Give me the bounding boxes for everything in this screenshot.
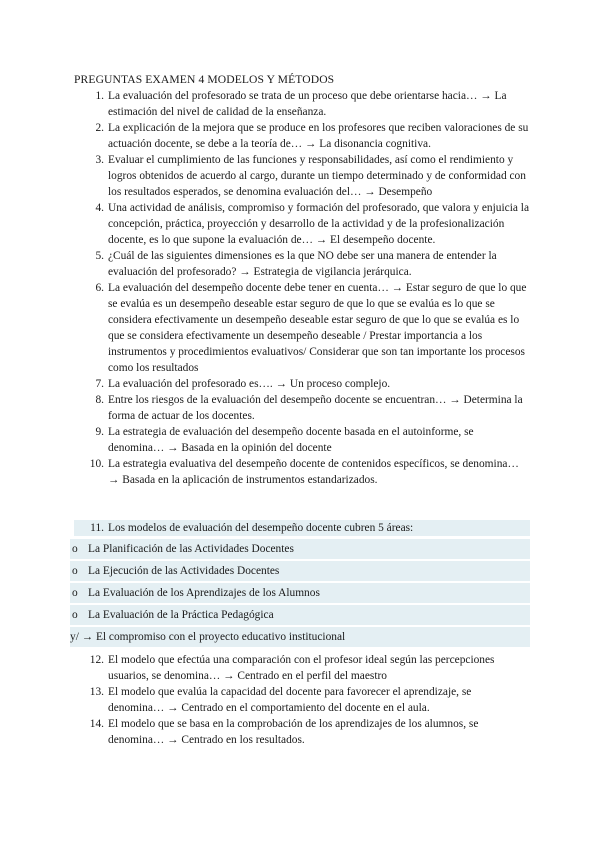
- question-item: [74, 280, 530, 376]
- question-number: 10.: [89, 458, 104, 470]
- question-number: 9.: [95, 426, 104, 438]
- question-text: La evaluación del profesorado se trata de un proceso que debe orientarse hacia… → La estimación del nivel de calidad de la enseñanza.: [108, 90, 507, 118]
- question-number: 4.: [95, 202, 104, 214]
- question-text: La evaluación del desempeño docente debe tener en cuenta… → Estar seguro de que lo que se evalúa es un desempeño deseable estar seguro de que lo que se evalúa es lo que se considera efectivamente un desempeño deseable estar seguro de que lo que se evalúa es lo que se considera efectivamente un desempeño deseable / Prestar importancia a los instrumentos y procedimientos evaluativos/ Considerar que son tan importante los procesos como los resultados: [108, 282, 527, 374]
- question-number: 2.: [95, 122, 104, 134]
- area-text: La Evaluación de la Práctica Pedagógica: [88, 609, 274, 621]
- question-number: 3.: [95, 154, 104, 166]
- question-number: 11.: [90, 522, 104, 534]
- area-text: La Ejecución de las Actividades Docentes: [88, 565, 280, 577]
- question-number: 13.: [89, 686, 104, 698]
- question-item: [74, 120, 530, 152]
- question-text: La evaluación del profesorado es…. → Un proceso complejo.: [108, 378, 391, 390]
- question-item: [74, 200, 530, 248]
- question-item: [74, 376, 530, 392]
- bullet-marker: o: [72, 587, 78, 599]
- question-text: Los modelos de evaluación del desempeño docente cubren 5 áreas:: [108, 522, 414, 534]
- question-item: [74, 716, 530, 748]
- question-number: 5.: [95, 250, 104, 262]
- question-item: [74, 456, 530, 488]
- question-text: La estrategia evaluativa del desempeño docente de contenidos específicos, se denomina… → Basada en la aplicación de instrumentos estandarizados.: [108, 458, 519, 486]
- area-final: y/ → El compromiso con el proyecto educativo institucional: [70, 627, 530, 647]
- document-title: PREGUNTAS EXAMEN 4 MODELOS Y MÉTODOS: [74, 73, 335, 86]
- bullet-marker: o: [72, 543, 78, 555]
- area-item: [70, 539, 530, 559]
- question-text: El modelo que se basa en la comprobación de los aprendizajes de los alumnos, se denomina… → Centrado en los resultados.: [108, 718, 479, 746]
- question-item-11: [74, 520, 530, 536]
- question-item: [74, 684, 530, 716]
- question-item: [74, 248, 530, 280]
- bullet-marker: o: [72, 565, 78, 577]
- question-item: [74, 152, 530, 200]
- question-number: 12.: [89, 654, 104, 666]
- question-list-2: [74, 652, 530, 748]
- question-item: [74, 392, 530, 424]
- question-item: [74, 652, 530, 684]
- area-text: La Planificación de las Actividades Docentes: [88, 543, 294, 555]
- question-number: 8.: [95, 394, 104, 406]
- question-number: 7.: [95, 378, 104, 390]
- question-text: La estrategia de evaluación del desempeño docente basada en el autoinforme, se denomina… → Basada en la opinión del docente: [108, 426, 474, 454]
- question-text: Entre los riesgos de la evaluación del desempeño docente se encuentran… → Determina la forma de actuar de los docentes.: [108, 394, 523, 422]
- question-number: 14.: [89, 718, 104, 730]
- area-item: [70, 583, 530, 603]
- question-text: La explicación de la mejora que se produce en los profesores que reciben valoraciones de su actuación docente, se debe a la teoría de… → La disonancia cognitiva.: [108, 122, 529, 150]
- area-item: [70, 561, 530, 581]
- question-item: [74, 88, 530, 120]
- question-text: Evaluar el cumplimiento de las funciones y responsabilidades, así como el rendimiento y logros obtenidos de acuerdo al cargo, durante un tiempo determinado y de conformidad con los resultados esperados, se denomina evaluación del… → Desempeño: [108, 154, 526, 198]
- question-text: Una actividad de análisis, compromiso y formación del profesorado, que valora y enjuicia la concepción, práctica, proyección y desarrollo de la actividad y de la profesionalización docente, es lo que supone la evaluación de… → El desempeño docente.: [108, 202, 529, 246]
- question-text: El modelo que efectúa una comparación con el profesor ideal según las percepciones usuarios, se denomina… → Centrado en el perfil del maestro: [108, 654, 495, 682]
- question-number: 1.: [95, 90, 104, 102]
- question-text: El modelo que evalúa la capacidad del docente para favorecer el aprendizaje, se denomina… → Centrado en el comportamiento del docente en el aula.: [108, 686, 472, 714]
- area-item: [70, 605, 530, 625]
- bullet-marker: o: [72, 609, 78, 621]
- question-number: 6.: [95, 282, 104, 294]
- question-item: [74, 424, 530, 456]
- question-text: ¿Cuál de las siguientes dimensiones es la que NO debe ser una manera de entender la evaluación del profesorado? → Estrategia de vigilancia jerárquica.: [108, 250, 497, 278]
- area-text: La Evaluación de los Aprendizajes de los Alumnos: [88, 587, 320, 599]
- question-list: [74, 88, 530, 488]
